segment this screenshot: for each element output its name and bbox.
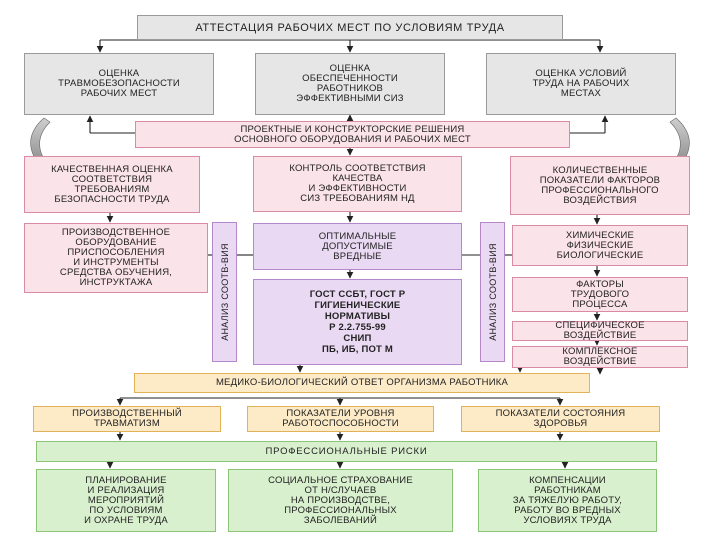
factor-box-specific-impact: СПЕЦИФИЧЕСКОЕ ВОЗДЕЙСТВИЕ [512, 321, 688, 341]
outcome-box-injuries: ПРОИЗВОДСТВЕННЫЙ ТРАВМАТИЗМ [33, 406, 221, 432]
top-box-injury-safety: ОЦЕНКА ТРАВМОБЕЗОПАСНОСТИ РАБОЧИХ МЕСТ [24, 53, 214, 115]
bottom-box-social-insurance: СОЦИАЛЬНОЕ СТРАХОВАНИЕ ОТ Н/СЛУЧАЕВ НА ПРОИЗВОДСТВЕ, ПРОФЕССИОНАЛЬНЫХ ЗАБОЛЕВАНИЙ [228, 469, 453, 532]
medical-response-box: МЕДИКО-БИОЛОГИЧЕСКИЙ ОТВЕТ ОРГАНИЗМА РАБОТНИКА [134, 373, 590, 393]
qualitative-assessment-box: КАЧЕСТВЕННАЯ ОЦЕНКА СООТВЕТСТВИЯ ТРЕБОВАНИЯМ БЕЗОПАСНОСТИ ТРУДА [24, 156, 200, 213]
quantitative-indicators-box: КОЛИЧЕСТВЕННЫЕ ПОКАЗАТЕЛИ ФАКТОРОВ ПРОФЕССИОНАЛЬНОГО ВОЗДЕЙСТВИЯ [510, 156, 690, 215]
working-conditions-classes-box: ОПТИМАЛЬНЫЕ ДОПУСТИМЫЕ ВРЕДНЫЕ [253, 223, 462, 270]
diagram-title: АТТЕСТАЦИЯ РАБОЧИХ МЕСТ ПО УСЛОВИЯМ ТРУДА [137, 15, 563, 40]
factor-box-complex-impact: КОМПЛЕКСНОЕ ВОЗДЕЙСТВИЕ [512, 346, 688, 368]
analysis-label-left: АНАЛИЗ СООТВ-ВИЯ [212, 222, 237, 362]
ppe-control-box: КОНТРОЛЬ СООТВЕТСТВИЯ КАЧЕСТВА И ЭФФЕКТИВНОСТИ СИЗ ТРЕБОВАНИЯМ НД [253, 156, 462, 212]
outcome-box-work-capacity: ПОКАЗАТЕЛИ УРОВНЯ РАБОТОСПОСОБНОСТИ [247, 406, 434, 432]
bottom-box-planning: ПЛАНИРОВАНИЕ И РЕАЛИЗАЦИЯ МЕРОПРИЯТИЙ ПО УСЛОВИЯМ И ОХРАНЕ ТРУДА [36, 469, 216, 532]
factor-box-labor-process: ФАКТОРЫ ТРУДОВОГО ПРОЦЕССА [512, 277, 688, 312]
professional-risks-box: ПРОФЕССИОНАЛЬНЫЕ РИСКИ [36, 441, 657, 462]
production-equipment-box: ПРОИЗВОДСТВЕННОЕ ОБОРУДОВАНИЕ ПРИСПОСОБЛЕНИЯ И ИНСТРУМЕНТЫ СРЕДСТВА ОБУЧЕНИЯ, ИНСТРУКТАЖА [24, 223, 208, 293]
design-solutions-box: ПРОЕКТНЫЕ И КОНСТРУКТОРСКИЕ РЕШЕНИЯ ОСНОВНОГО ОБОРУДОВАНИЯ И РАБОЧИХ МЕСТ [135, 121, 570, 148]
analysis-label-right: АНАЛИЗ СООТВ-ВИЯ [480, 222, 505, 362]
factor-box-chemical-physical-biological: ХИМИЧЕСКИЕ ФИЗИЧЕСКИЕ БИОЛОГИЧЕСКИЕ [512, 225, 688, 266]
outcome-box-health: ПОКАЗАТЕЛИ СОСТОЯНИЯ ЗДОРОВЬЯ [461, 406, 660, 432]
bottom-box-compensation: КОМПЕНСАЦИИ РАБОТНИКАМ ЗА ТЯЖЕЛУЮ РАБОТУ, РАБОТУ ВО ВРЕДНЫХ УСЛОВИЯХ ТРУДА [478, 469, 657, 532]
top-box-working-conditions: ОЦЕНКА УСЛОВИЙ ТРУДА НА РАБОЧИХ МЕСТАХ [486, 53, 676, 115]
regulations-box: ГОСТ ССБТ, ГОСТ Р ГИГИЕНИЧЕСКИЕ НОРМАТИВЫ Р 2.2.755-99 СНИП ПБ, ИБ, ПОТ М [253, 279, 462, 365]
top-box-ppe-provision: ОЦЕНКА ОБЕСПЕЧЕННОСТИ РАБОТНИКОВ ЭФФЕКТИВНЫМИ СИЗ [255, 53, 445, 115]
